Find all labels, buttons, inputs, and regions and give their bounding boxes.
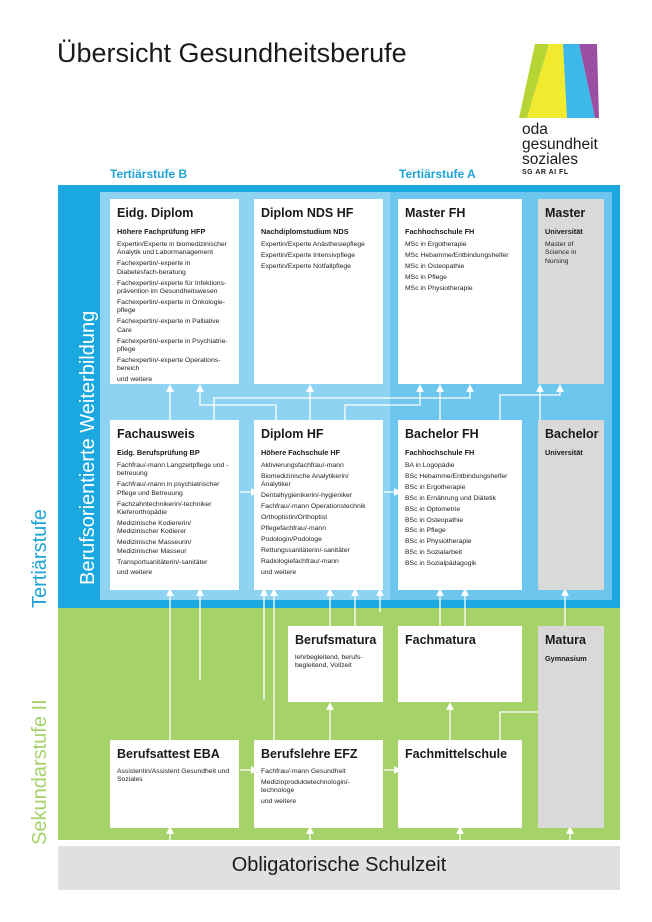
list-item: Medizinproduktetechnologin/-technologe — [261, 778, 350, 795]
box-title: Berufsmatura — [295, 633, 377, 647]
list-item: und weitere — [117, 376, 153, 384]
box-subtitle: Universität — [545, 227, 583, 236]
list-item: Fachexpertin/-experte in Palliative Care — [117, 318, 220, 334]
box-bachelor-uni — [538, 420, 604, 590]
tier-b-label: Tertiärstufe B — [110, 167, 188, 181]
list-item: Fachfrau/-mann Langzeitpflege und -betreuung — [117, 462, 229, 478]
list-item: BA in Logopädie — [405, 462, 455, 469]
box-diplom-hf — [254, 420, 383, 590]
list-item: Fachfrau/-mann Operationstechnik — [261, 503, 366, 511]
list-item: Aktivierungsfachfrau/-mann — [261, 462, 344, 469]
list-item: Fachexpertin/-experte in Diabetesfach-beratung — [117, 260, 191, 276]
list-item: und weitere — [261, 798, 297, 806]
list-item: Fachexpertin/-experte für Infektions-prävention im Gesundheitswesen — [117, 279, 227, 296]
box-title: Master — [545, 206, 586, 220]
list-item: Expertin/Experte Intensivpflege — [261, 251, 356, 259]
list-item: BSc in Physiotherapie — [405, 538, 472, 546]
list-item: Orthoptistin/Orthoptist — [261, 514, 328, 522]
weiterbildung-label: Berufsorientierte Weiterbildung — [77, 310, 99, 585]
box-title: Berufsattest EBA — [117, 747, 220, 761]
list-item: Podologin/Podologe — [261, 535, 322, 543]
list-item: BSc in Optometrie — [405, 505, 461, 513]
box-title: Fachmatura — [405, 633, 476, 647]
tertiaerstufe-label: Tertiärstufe — [29, 509, 51, 608]
logo-line-soziales: soziales — [522, 151, 578, 168]
list-item: BSc in Ernährung und Diätetik — [405, 494, 497, 502]
box-fachausweis — [110, 420, 239, 590]
box-bachelor-fh — [398, 420, 522, 590]
list-item: lehrbegleitend, berufs-begleitend, Vollzeit — [295, 654, 363, 670]
list-item: Fachfrau/-mann in psychiatrischer Pflege und Betreuung — [117, 481, 220, 497]
box-master-uni — [538, 199, 604, 384]
logo-cantons: SG AR AI FL — [522, 169, 569, 176]
list-item: MSc in Osteopathie — [405, 262, 465, 270]
list-item: BSc in Sozialpädagogik — [405, 560, 477, 568]
box-subtitle: Fachhochschule FH — [405, 448, 475, 457]
box-berufslehre — [254, 740, 383, 828]
list-item: Radiologiefachfrau/-mann — [261, 557, 339, 565]
list-item: Medizinische Masseurin/ Medizinischer Masseur — [117, 539, 192, 555]
list-item: Dentalhygienikerin/-hygieniker — [261, 492, 353, 500]
list-item: BSc in Osteopathie — [405, 516, 464, 524]
list-item: Transportsanitäterin/-sanitäter — [117, 558, 208, 566]
box-title: Fachausweis — [117, 427, 195, 441]
box-master-fh — [398, 199, 522, 384]
box-title: Bachelor FH — [405, 427, 479, 441]
box-title: Diplom NDS HF — [261, 206, 354, 220]
logo-line-gesundheit: gesundheit — [522, 136, 598, 153]
list-item: Fachzahntechnikerin/-techniker Kieferorthopädie — [117, 500, 212, 517]
box-title: Eidg. Diplom — [117, 206, 194, 220]
list-item: Expertin/Experte in biomedizinischer Analytik und Labormanagement — [117, 241, 227, 257]
list-item: Expertin/Experte Notfallpflege — [261, 262, 351, 270]
list-item: MSc in Physiotherapie — [405, 284, 473, 292]
box-subtitle: Universität — [545, 448, 583, 457]
page-title: Übersicht Gesundheitsberufe — [57, 38, 407, 68]
list-item: BSc in Sozialarbeit — [405, 549, 463, 557]
box-subtitle: Fachhochschule FH — [405, 227, 475, 236]
box-title: Matura — [545, 633, 586, 647]
list-item: Fachexpertin/-experte Operations-bereich — [117, 356, 221, 373]
list-item: Biomedizinische Analytikerin/ Analytiker — [261, 472, 349, 489]
list-item: BSc Hebamme/Entbindungshelfer — [405, 472, 508, 480]
sekundarstufe-label: Sekundarstufe II — [29, 699, 51, 845]
box-subtitle: Gymnasium — [545, 654, 587, 663]
list-item: MSc in Ergotherapie — [405, 241, 467, 248]
box-berufsmatura — [288, 626, 383, 702]
list-item: Expertin/Experte Anästhesiepflege — [261, 241, 365, 248]
list-item: Pflegefachfrau/-mann — [261, 524, 326, 532]
list-item: Master of Science in Nursing — [545, 241, 577, 265]
box-subtitle: Höhere Fachschule HF — [261, 448, 341, 457]
box-title: Diplom HF — [261, 427, 324, 441]
list-item: und weitere — [261, 568, 297, 576]
box-title: Master FH — [405, 206, 466, 220]
compulsory-school-label: Obligatorische Schulzeit — [231, 854, 447, 876]
list-item: Fachfrau/-mann Gesundheit — [261, 768, 346, 775]
list-item: Assistentin/Assistent Gesundheit und Soziales — [117, 768, 230, 784]
box-title: Fachmittelschule — [405, 747, 508, 761]
box-diplom-nds — [254, 199, 383, 384]
list-item: MSc in Pflege — [405, 273, 447, 281]
box-subtitle: Höhere Fachprüfung HFP — [117, 227, 206, 236]
box-fachmatura — [398, 626, 522, 702]
list-item: BSc in Ergotherapie — [405, 483, 466, 491]
box-title: Bachelor — [545, 427, 599, 441]
box-matura — [538, 626, 604, 828]
box-subtitle: Nachdiplomstudium NDS — [261, 227, 349, 236]
list-item: BSc in Pflege — [405, 527, 446, 535]
list-item: Medizinische Kodiererin/ Medizinischer Kodierer — [117, 519, 192, 536]
logo-line-oda: oda — [522, 121, 548, 138]
list-item: und weitere — [117, 569, 153, 577]
list-item: Fachexpertin/-experte in Onkologie-pflege — [117, 298, 226, 315]
box-eidg-diplom — [110, 199, 239, 384]
list-item: Fachexpertin/-experte in Psychiatrie-pflege — [117, 337, 228, 353]
box-berufsattest — [110, 740, 239, 828]
box-title: Berufslehre EFZ — [261, 747, 358, 761]
box-fachmittelschule — [398, 740, 522, 828]
box-subtitle: Eidg. Berufsprüfung BP — [117, 448, 200, 457]
list-item: MSc Hebamme/Entbindungshelfer — [405, 251, 509, 259]
tier-a-label: Tertiärstufe A — [399, 167, 476, 181]
list-item: Rettungssanitäterin/-sanitäter — [261, 546, 350, 554]
